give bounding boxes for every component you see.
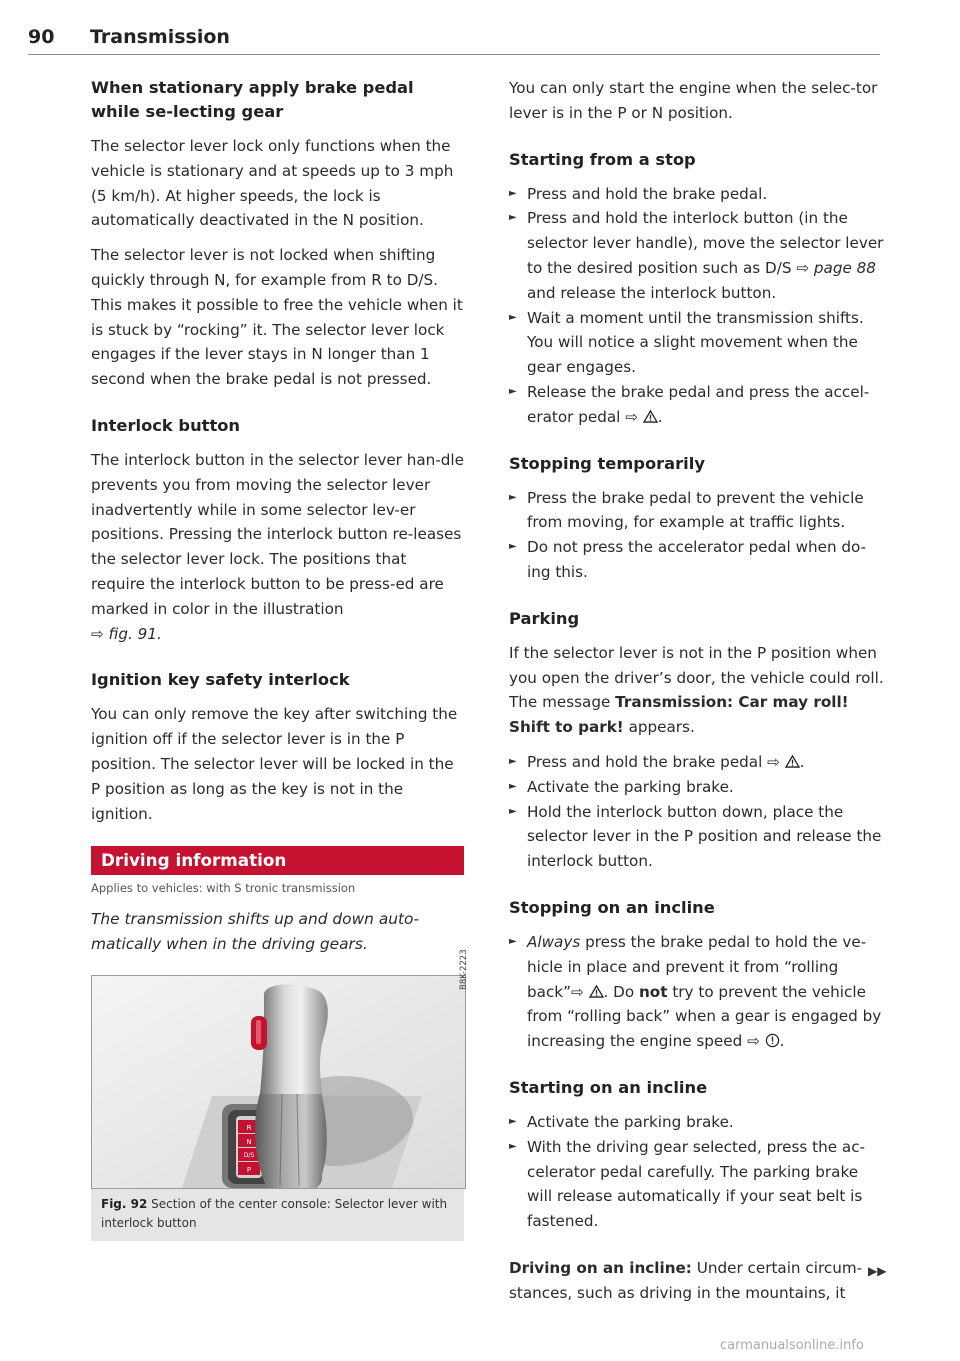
figure-caption-label: Fig. 92: [101, 1197, 148, 1212]
intro-text: The transmission shifts up and down auto-matically when in the driving gears.: [91, 910, 420, 954]
parking-heading: Parking: [509, 608, 580, 628]
starting-on-incline-heading: Starting on an incline: [509, 1077, 708, 1097]
interlock-text: The interlock button in the selector lever han-dle prevents you from moving the selector lever inadvertently while in some selector lev-er positions. Pressing the interlock button re-leases the selector lever lock. The positions that require the interlock button to be press-ed are marked in color in the illustration: [91, 450, 464, 618]
stopping-temporarily-heading: Stopping temporarily: [509, 453, 705, 473]
gate-label-r: R: [246, 1124, 252, 1133]
watermark: carmanualsonline.info: [720, 1338, 864, 1353]
warning-icon[interactable]: [643, 410, 658, 423]
left-column: [91, 76, 469, 1241]
list-item: ► With the driving gear selected, press the ac-celerator pedal carefully. The parking brake will release automatically if your seat belt is fastened.: [509, 1137, 866, 1231]
stopping-on-incline-heading: Stopping on an incline: [509, 897, 715, 917]
list-item: ► Press the brake pedal to prevent the vehicle from moving, for example at traffic lights.: [509, 488, 864, 532]
gate-label-n: N: [246, 1138, 252, 1147]
interlock-heading: Interlock button: [91, 415, 241, 435]
parking-list: [509, 750, 884, 874]
notice-icon[interactable]: [765, 1033, 780, 1048]
figure-code: B8K-2223: [459, 949, 469, 991]
figure-caption-text: Section of the center console: Selector lever with interlock button: [101, 1197, 448, 1231]
warning-icon[interactable]: [589, 985, 604, 998]
page-header: [28, 22, 880, 55]
continue-arrow-icon: ▶▶: [868, 1264, 887, 1278]
list-item: ► Always press the brake pedal to hold the ve-hicle in place and prevent it from “rolling back”⇨ . Do not try to prevent the vehicle from “rolling back” when a gear is engaged by increasing the engine speed ⇨ .: [509, 932, 882, 1051]
stopping-on-incline-list: [509, 930, 884, 1054]
starting-from-stop-list: [509, 182, 884, 430]
list-item: ► Hold the interlock button down, place the selector lever in the P position and release the interlock button.: [509, 802, 882, 871]
stationary-paragraph-2: The selector lever is not locked when shifting quickly through N, for example from R to D/S. This makes it possible to free the vehicle when it is stuck by “rocking” it. The selector lever lock engages if the lever stays in N longer than 1 second when the brake pedal is not pressed.: [91, 246, 463, 389]
gate-label-p: P: [246, 1166, 252, 1175]
parking-paragraph: If the selector lever is not in the P position when you open the driver’s door, the vehicle could roll. The message Transmission: Car may roll! Shift to park! appears.: [509, 643, 884, 737]
page-88-link[interactable]: ⇨ page 88: [796, 258, 876, 277]
start-engine-paragraph: You can only start the engine when the selec-tor lever is in the P or N position.: [509, 79, 878, 122]
ignition-heading: Ignition key safety interlock: [91, 670, 350, 690]
figure-selector-lever: [91, 949, 469, 1189]
page-number: 90: [28, 26, 55, 48]
stationary-heading: When stationary apply brake pedal while se-lecting gear: [91, 78, 414, 121]
figure-caption: [91, 1189, 464, 1241]
right-column: [509, 76, 887, 1315]
starting-from-stop-heading: Starting from a stop: [509, 149, 696, 169]
parking-message: Transmission: Car may roll! Shift to park!: [509, 693, 849, 737]
section-title: Transmission: [90, 26, 230, 48]
driving-incline-label: Driving on an incline:: [509, 1258, 692, 1277]
list-item: ► Release the brake pedal and press the accel-erator pedal ⇨ .: [509, 382, 870, 426]
interlock-paragraph: [91, 448, 464, 646]
driving-information-banner: Driving information: [91, 846, 464, 875]
list-item: ► Do not press the accelerator pedal when do-ing this.: [509, 538, 867, 581]
list-item: ► Press and hold the brake pedal.: [509, 184, 768, 203]
stationary-paragraph-1: The selector lever lock only functions when the vehicle is stationary and at speeds up to 3 mph (5 km/h). At higher speeds, the lock is automatically deactivated in the N position.: [91, 137, 454, 230]
list-item: ► Press and hold the interlock button (in the selector lever handle), move the selector lever to the desired position such as D/S ⇨ page 88 and release the interlock button.: [509, 209, 884, 302]
warning-icon[interactable]: [785, 755, 800, 768]
list-item: ► Activate the parking brake.: [509, 777, 734, 796]
stopping-temporarily-list: [509, 486, 884, 585]
ignition-paragraph: You can only remove the key after switching the ignition off if the selector lever is in the P position. The selector lever will be locked in the P position as long as the key is not in the ignition.: [91, 705, 458, 823]
selector-lever-illustration: [92, 976, 465, 1188]
gate-label-ds: D/S: [243, 1152, 255, 1160]
list-item: ► Activate the parking brake.: [509, 1112, 734, 1131]
driving-incline-paragraph: Driving on an incline: Under certain circum-stances, such as driving in the mountains, it: [509, 1258, 863, 1302]
fig-91-link[interactable]: ⇨ fig. 91.: [91, 624, 162, 643]
applies-to-note: Applies to vehicles: with S tronic transmission: [91, 881, 356, 896]
starting-on-incline-list: [509, 1110, 884, 1234]
list-item: ► Press and hold the brake pedal ⇨ .: [509, 752, 805, 771]
list-item: ► Wait a moment until the transmission shifts. You will notice a slight movement when the gear engages.: [509, 308, 864, 377]
